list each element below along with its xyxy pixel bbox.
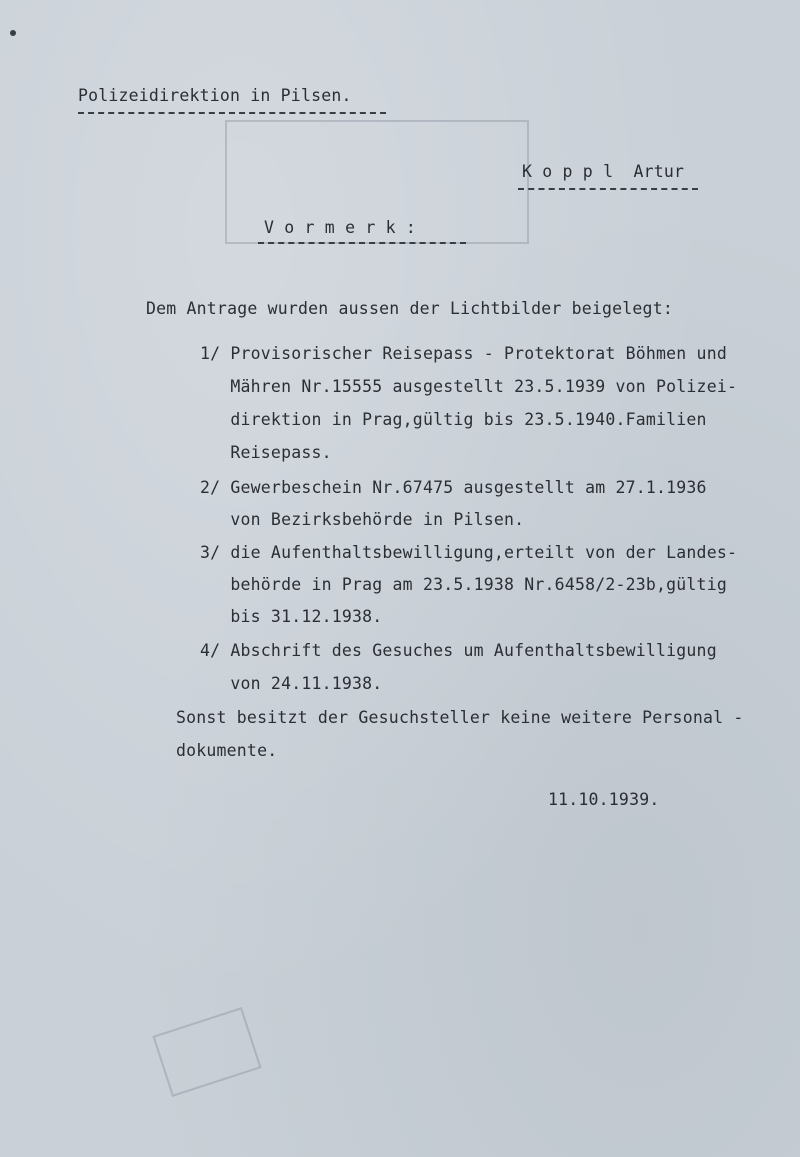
subject-name: K o p p l Artur bbox=[522, 162, 685, 181]
authority-heading: Polizeidirektion in Pilsen. bbox=[78, 86, 352, 105]
item-1-line-2: Mähren Nr.15555 ausgestellt 23.5.1939 von Polizei- bbox=[200, 377, 738, 396]
document-date: 11.10.1939. bbox=[548, 790, 660, 809]
item-1-line-3: direktion in Prag,gültig bis 23.5.1940.Familien bbox=[200, 410, 707, 429]
closing-line-2: dokumente. bbox=[176, 741, 278, 760]
closing-line-1: Sonst besitzt der Gesuchsteller keine weitere Personal - bbox=[176, 708, 744, 727]
authority-underline bbox=[78, 112, 386, 114]
title-underline bbox=[258, 242, 466, 244]
item-2-line-1: 2/ Gewerbeschein Nr.67475 ausgestellt am 27.1.1936 bbox=[200, 478, 707, 497]
faded-stamp-small bbox=[152, 1007, 261, 1097]
document-title: V o r m e r k : bbox=[264, 218, 417, 237]
item-4-line-2: von 24.11.1938. bbox=[200, 674, 383, 693]
item-1-line-1: 1/ Provisorischer Reisepass - Protektorat Böhmen und bbox=[200, 344, 727, 363]
subject-underline bbox=[518, 188, 698, 190]
item-3-line-2: behörde in Prag am 23.5.1938 Nr.6458/2-23b,gültig bbox=[200, 575, 727, 594]
item-3-line-3: bis 31.12.1938. bbox=[200, 607, 383, 626]
item-4-line-1: 4/ Abschrift des Gesuches um Aufenthaltsbewilligung bbox=[200, 641, 717, 660]
item-2-line-2: von Bezirksbehörde in Pilsen. bbox=[200, 510, 525, 529]
intro-line: Dem Antrage wurden aussen der Lichtbilder beigelegt: bbox=[146, 299, 673, 318]
item-1-line-4: Reisepass. bbox=[200, 443, 332, 462]
punch-mark bbox=[10, 30, 16, 36]
item-3-line-1: 3/ die Aufenthaltsbewilligung,erteilt von der Landes- bbox=[200, 543, 738, 562]
